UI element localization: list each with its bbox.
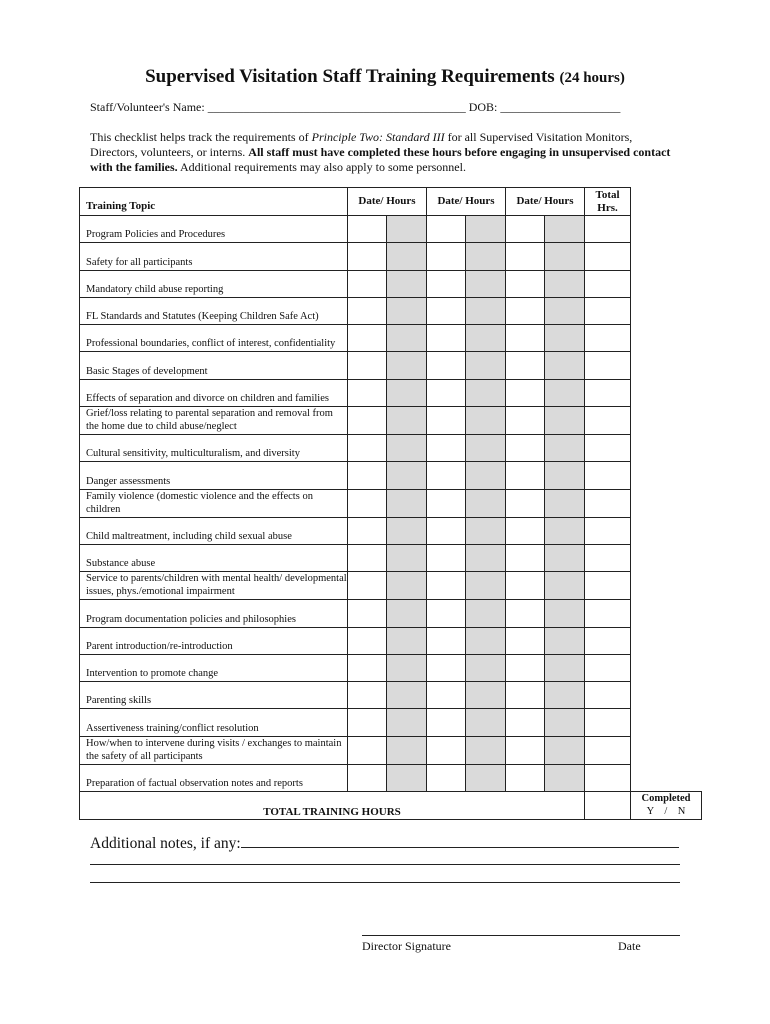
hours-cell[interactable] xyxy=(466,407,506,435)
hours-cell[interactable] xyxy=(466,736,506,764)
date-cell[interactable] xyxy=(348,627,387,654)
date-cell[interactable] xyxy=(506,627,545,654)
total-hrs-cell[interactable] xyxy=(585,407,631,435)
hours-cell[interactable] xyxy=(466,544,506,571)
hours-cell[interactable] xyxy=(545,325,585,352)
hours-cell[interactable] xyxy=(387,654,427,681)
total-hrs-cell[interactable] xyxy=(585,379,631,406)
hours-cell[interactable] xyxy=(387,297,427,324)
intro-bold-text: All staff must have completed these hours before engaging in unsupervised contact with the families. xyxy=(90,145,671,174)
total-hrs-cell[interactable] xyxy=(585,243,631,270)
date-cell[interactable] xyxy=(506,544,545,571)
hours-cell[interactable] xyxy=(545,352,585,379)
date-cell[interactable] xyxy=(348,270,387,297)
hours-cell[interactable] xyxy=(466,297,506,324)
total-hrs-cell[interactable] xyxy=(585,682,631,709)
date-cell[interactable] xyxy=(348,462,387,489)
hours-cell[interactable] xyxy=(545,627,585,654)
signature-line[interactable] xyxy=(362,935,680,936)
date-cell[interactable] xyxy=(427,462,466,489)
training-topic-cell: Cultural sensitivity, multiculturalism, and diversity xyxy=(80,435,348,462)
training-table xyxy=(79,187,702,820)
hours-cell[interactable] xyxy=(545,270,585,297)
table-row xyxy=(80,435,702,462)
header-date-hours-3: Date/ Hours xyxy=(506,188,585,216)
row-spacer xyxy=(631,325,702,352)
date-cell[interactable] xyxy=(506,572,545,600)
hours-cell[interactable] xyxy=(387,216,427,243)
row-spacer xyxy=(631,297,702,324)
date-cell[interactable] xyxy=(348,243,387,270)
hours-cell[interactable] xyxy=(545,297,585,324)
training-topic-cell: Grief/loss relating to parental separation and removal from the home due to child abuse/neglect xyxy=(80,407,348,435)
training-topic-cell: Parent introduction/re-introduction xyxy=(80,627,348,654)
table-row xyxy=(80,379,702,406)
table-row xyxy=(80,297,702,324)
table-row xyxy=(80,216,702,243)
date-cell[interactable] xyxy=(506,216,545,243)
hours-cell[interactable] xyxy=(545,379,585,406)
row-spacer xyxy=(631,709,702,736)
hours-cell[interactable] xyxy=(545,462,585,489)
date-cell[interactable] xyxy=(506,407,545,435)
name-dob-line xyxy=(90,100,620,115)
header-training-topic: Training Topic xyxy=(80,188,348,216)
row-spacer xyxy=(631,352,702,379)
training-topic-cell: Effects of separation and divorce on children and families xyxy=(80,379,348,406)
total-hrs-cell[interactable] xyxy=(585,270,631,297)
hours-cell[interactable] xyxy=(545,407,585,435)
date-cell[interactable] xyxy=(427,216,466,243)
total-hrs-cell[interactable] xyxy=(585,627,631,654)
date-cell[interactable] xyxy=(506,489,545,517)
hours-cell[interactable] xyxy=(545,736,585,764)
training-topic-cell: Program Policies and Procedures xyxy=(80,216,348,243)
row-spacer xyxy=(631,544,702,571)
date-cell[interactable] xyxy=(348,709,387,736)
name-field[interactable]: ___________________________________________ xyxy=(207,100,466,114)
training-topic-cell: FL Standards and Statutes (Keeping Children Safe Act) xyxy=(80,297,348,324)
notes-line-2[interactable] xyxy=(90,864,680,865)
table-row xyxy=(80,572,702,600)
total-hrs-cell[interactable] xyxy=(585,544,631,571)
total-hrs-cell[interactable] xyxy=(585,325,631,352)
hours-cell[interactable] xyxy=(387,627,427,654)
dob-field[interactable]: ____________________ xyxy=(500,100,621,114)
training-topic-cell: Family violence (domestic violence and the effects on children xyxy=(80,489,348,517)
date-cell[interactable] xyxy=(427,243,466,270)
row-spacer xyxy=(631,627,702,654)
total-hrs-cell[interactable] xyxy=(585,216,631,243)
hours-cell[interactable] xyxy=(466,517,506,544)
date-cell[interactable] xyxy=(427,764,466,791)
total-hrs-cell[interactable] xyxy=(585,462,631,489)
hours-cell[interactable] xyxy=(466,572,506,600)
table-row xyxy=(80,736,702,764)
date-cell[interactable] xyxy=(506,600,545,627)
date-cell[interactable] xyxy=(506,736,545,764)
total-hrs-cell[interactable] xyxy=(585,736,631,764)
table-row xyxy=(80,764,702,791)
completed-options: Y / N xyxy=(646,806,686,818)
hours-cell[interactable] xyxy=(466,489,506,517)
training-topic-cell: Basic Stages of development xyxy=(80,352,348,379)
training-topic-cell: Intervention to promote change xyxy=(80,654,348,681)
hours-cell[interactable] xyxy=(466,600,506,627)
header-spacer xyxy=(631,188,702,216)
hours-cell[interactable] xyxy=(545,764,585,791)
hours-cell[interactable] xyxy=(545,243,585,270)
hours-cell[interactable] xyxy=(387,435,427,462)
row-spacer xyxy=(631,654,702,681)
hours-cell[interactable] xyxy=(545,682,585,709)
hours-cell[interactable] xyxy=(466,627,506,654)
date-cell[interactable] xyxy=(427,517,466,544)
date-cell[interactable] xyxy=(427,682,466,709)
total-hrs-cell[interactable] xyxy=(585,654,631,681)
date-cell[interactable] xyxy=(427,736,466,764)
row-spacer xyxy=(631,270,702,297)
hours-cell[interactable] xyxy=(466,462,506,489)
row-spacer xyxy=(631,407,702,435)
date-cell[interactable] xyxy=(506,325,545,352)
header-date-hours-1: Date/ Hours xyxy=(348,188,427,216)
intro-text-1: This checklist helps track the requirements of xyxy=(90,130,309,144)
training-topic-cell: Service to parents/children with mental health/ developmental issues, phys./emotional impairment xyxy=(80,572,348,600)
hours-cell[interactable] xyxy=(545,517,585,544)
date-cell[interactable] xyxy=(348,736,387,764)
hours-cell[interactable] xyxy=(545,572,585,600)
training-topic-cell: Preparation of factual observation notes and reports xyxy=(80,764,348,791)
row-spacer xyxy=(631,243,702,270)
completed-cell[interactable] xyxy=(631,792,702,820)
date-cell[interactable] xyxy=(348,600,387,627)
row-spacer xyxy=(631,379,702,406)
date-cell[interactable] xyxy=(506,709,545,736)
hours-cell[interactable] xyxy=(387,544,427,571)
total-hrs-cell[interactable] xyxy=(585,709,631,736)
date-cell[interactable] xyxy=(427,435,466,462)
intro-principle: Principle Two: Standard III xyxy=(311,130,445,144)
hours-cell[interactable] xyxy=(466,325,506,352)
date-cell[interactable] xyxy=(427,407,466,435)
hours-cell[interactable] xyxy=(387,489,427,517)
hours-cell[interactable] xyxy=(466,379,506,406)
total-hrs-cell[interactable] xyxy=(585,764,631,791)
title-main: Supervised Visitation Staff Training Requirements xyxy=(145,66,555,87)
hours-cell[interactable] xyxy=(387,517,427,544)
table-row xyxy=(80,270,702,297)
row-spacer xyxy=(631,600,702,627)
date-cell[interactable] xyxy=(427,654,466,681)
date-cell[interactable] xyxy=(506,654,545,681)
date-cell[interactable] xyxy=(506,379,545,406)
date-cell[interactable] xyxy=(427,627,466,654)
training-topic-cell: Child maltreatment, including child sexual abuse xyxy=(80,517,348,544)
hours-cell[interactable] xyxy=(466,682,506,709)
hours-cell[interactable] xyxy=(387,325,427,352)
date-cell[interactable] xyxy=(348,297,387,324)
row-spacer xyxy=(631,489,702,517)
row-spacer xyxy=(631,435,702,462)
header-total-hrs: Total Hrs. xyxy=(585,188,631,216)
date-cell[interactable] xyxy=(506,297,545,324)
hours-cell[interactable] xyxy=(387,462,427,489)
date-cell[interactable] xyxy=(427,600,466,627)
date-cell[interactable] xyxy=(348,764,387,791)
dob-label: DOB: xyxy=(468,100,498,114)
date-cell[interactable] xyxy=(506,764,545,791)
date-cell[interactable] xyxy=(506,352,545,379)
row-spacer xyxy=(631,216,702,243)
training-topic-cell: Safety for all participants xyxy=(80,243,348,270)
hours-cell[interactable] xyxy=(466,654,506,681)
title-hours: (24 hours) xyxy=(559,70,625,86)
date-cell[interactable] xyxy=(348,654,387,681)
hours-cell[interactable] xyxy=(545,544,585,571)
date-cell[interactable] xyxy=(348,352,387,379)
director-signature-label: Director Signature xyxy=(362,939,451,953)
row-spacer xyxy=(631,462,702,489)
training-topic-cell: Substance abuse xyxy=(80,544,348,571)
total-hrs-cell[interactable] xyxy=(585,517,631,544)
hours-cell[interactable] xyxy=(387,379,427,406)
hours-cell[interactable] xyxy=(466,243,506,270)
date-cell[interactable] xyxy=(348,517,387,544)
completed-label: Completed xyxy=(641,793,691,805)
date-cell[interactable] xyxy=(348,435,387,462)
date-label: Date xyxy=(618,939,641,953)
date-cell[interactable] xyxy=(506,243,545,270)
date-cell[interactable] xyxy=(427,572,466,600)
header-date-hours-2: Date/ Hours xyxy=(427,188,506,216)
notes-line-3[interactable] xyxy=(90,882,680,883)
date-cell[interactable] xyxy=(427,544,466,571)
table-row xyxy=(80,654,702,681)
hours-cell[interactable] xyxy=(387,600,427,627)
training-topic-cell: Assertiveness training/conflict resolution xyxy=(80,709,348,736)
table-row xyxy=(80,243,702,270)
hours-cell[interactable] xyxy=(466,216,506,243)
date-cell[interactable] xyxy=(506,462,545,489)
date-cell[interactable] xyxy=(427,379,466,406)
hours-cell[interactable] xyxy=(387,407,427,435)
row-spacer xyxy=(631,517,702,544)
intro-text-3: Additional requirements may also apply to some personnel. xyxy=(180,160,466,174)
date-cell[interactable] xyxy=(348,544,387,571)
hours-cell[interactable] xyxy=(387,764,427,791)
row-spacer xyxy=(631,572,702,600)
date-cell[interactable] xyxy=(348,489,387,517)
training-topic-cell: Parenting skills xyxy=(80,682,348,709)
intro-text-2: for all Supervised Visitation Monitors, Directors, volunteers, or interns. xyxy=(90,130,633,159)
total-hours-cell[interactable] xyxy=(585,792,631,820)
table-row xyxy=(80,517,702,544)
hours-cell[interactable] xyxy=(545,489,585,517)
hours-cell[interactable] xyxy=(387,352,427,379)
row-spacer xyxy=(631,736,702,764)
total-training-hours-label: TOTAL TRAINING HOURS xyxy=(80,792,585,820)
hours-cell[interactable] xyxy=(466,764,506,791)
hours-cell[interactable] xyxy=(545,709,585,736)
date-cell[interactable] xyxy=(427,709,466,736)
total-hrs-cell[interactable] xyxy=(585,489,631,517)
row-spacer xyxy=(631,764,702,791)
total-hrs-cell[interactable] xyxy=(585,435,631,462)
total-hrs-cell[interactable] xyxy=(585,572,631,600)
hours-cell[interactable] xyxy=(466,435,506,462)
table-row xyxy=(80,627,702,654)
table-row xyxy=(80,489,702,517)
table-row xyxy=(80,682,702,709)
training-topic-cell: How/when to intervene during visits / exchanges to maintain the safety of all participants xyxy=(80,736,348,764)
date-cell[interactable] xyxy=(427,352,466,379)
hours-cell[interactable] xyxy=(387,709,427,736)
date-cell[interactable] xyxy=(348,325,387,352)
document-title xyxy=(0,66,770,88)
table-row xyxy=(80,544,702,571)
notes-label: Additional notes, if any: xyxy=(90,835,241,852)
name-label: Staff/Volunteer's Name: xyxy=(90,100,205,114)
total-hrs-cell[interactable] xyxy=(585,600,631,627)
training-topic-cell: Danger assessments xyxy=(80,462,348,489)
date-cell[interactable] xyxy=(427,489,466,517)
hours-cell[interactable] xyxy=(387,736,427,764)
table-row xyxy=(80,600,702,627)
hours-cell[interactable] xyxy=(545,435,585,462)
table-row xyxy=(80,462,702,489)
date-cell[interactable] xyxy=(348,216,387,243)
training-topic-cell: Professional boundaries, conflict of interest, confidentiality xyxy=(80,325,348,352)
hours-cell[interactable] xyxy=(545,600,585,627)
date-cell[interactable] xyxy=(506,435,545,462)
date-cell[interactable] xyxy=(506,517,545,544)
notes-line-1[interactable] xyxy=(241,832,679,848)
hours-cell[interactable] xyxy=(466,270,506,297)
hours-cell[interactable] xyxy=(387,270,427,297)
intro-paragraph xyxy=(90,130,680,175)
table-row xyxy=(80,709,702,736)
date-cell[interactable] xyxy=(348,379,387,406)
table-row xyxy=(80,352,702,379)
total-hrs-cell[interactable] xyxy=(585,297,631,324)
hours-cell[interactable] xyxy=(387,682,427,709)
training-topic-cell: Mandatory child abuse reporting xyxy=(80,270,348,297)
hours-cell[interactable] xyxy=(387,243,427,270)
date-cell[interactable] xyxy=(427,270,466,297)
hours-cell[interactable] xyxy=(545,216,585,243)
date-cell[interactable] xyxy=(427,325,466,352)
hours-cell[interactable] xyxy=(466,709,506,736)
date-cell[interactable] xyxy=(348,407,387,435)
row-spacer xyxy=(631,682,702,709)
hours-cell[interactable] xyxy=(466,352,506,379)
additional-notes xyxy=(90,832,679,853)
table-row xyxy=(80,407,702,435)
date-cell[interactable] xyxy=(427,297,466,324)
date-cell[interactable] xyxy=(348,682,387,709)
hours-cell[interactable] xyxy=(387,572,427,600)
date-cell[interactable] xyxy=(348,572,387,600)
table-row xyxy=(80,325,702,352)
total-hrs-cell[interactable] xyxy=(585,352,631,379)
date-cell[interactable] xyxy=(506,682,545,709)
date-cell[interactable] xyxy=(506,270,545,297)
training-topic-cell: Program documentation policies and philosophies xyxy=(80,600,348,627)
hours-cell[interactable] xyxy=(545,654,585,681)
